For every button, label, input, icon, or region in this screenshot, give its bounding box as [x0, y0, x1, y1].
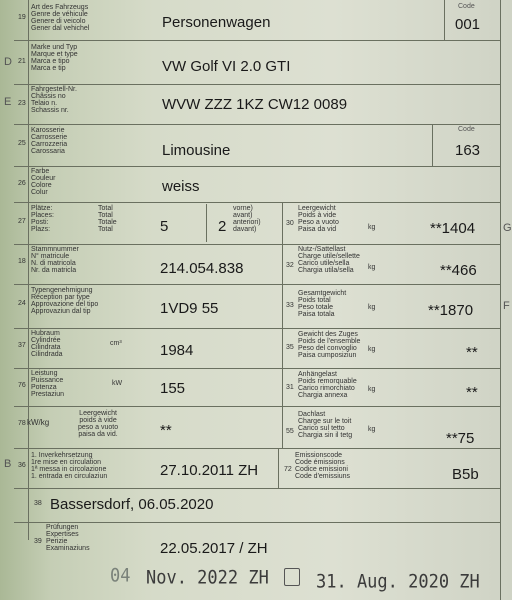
total-weight-value: **1870: [428, 302, 474, 319]
unit-kg: kg: [368, 426, 376, 433]
unit-kg: kg: [368, 224, 376, 231]
inspection-stamp-left: Nov. 2022 ZH: [146, 567, 269, 589]
field-label: 1. Inverkehrsetzung 1re mise en circulation 1ª messa in circolazione 1. entrada en circulaziun: [31, 452, 108, 480]
unit-kg: kg: [368, 304, 376, 311]
train-weight-value: **: [466, 344, 478, 361]
field-label: Nutz-/Sattellast Charge utile/sellette Carico utile/sella Chargia utila/sella: [298, 246, 360, 274]
field-number: 33: [286, 302, 294, 309]
field-number: 18: [18, 258, 26, 265]
inspection-stamp-right: 31. Aug. 2020 ZH: [316, 571, 480, 593]
edge-letter-b: B: [4, 458, 12, 470]
field-number: 32: [286, 262, 294, 269]
unit-kg: kg: [368, 264, 376, 271]
field-label: Gesamtgewicht Poids total Peso totale Paisa totala: [298, 290, 347, 318]
field-number: 35: [286, 344, 294, 351]
total-label: Total Total Totale Total: [98, 205, 117, 233]
faded-stamp-day: 04: [110, 565, 131, 587]
field-label: Art des Fahrzeugs Genre de véhicule Genere di veicolo Gener dal vehichel: [31, 4, 90, 32]
color-value: weiss: [162, 178, 200, 195]
code-label: Code: [458, 126, 475, 133]
field-number: 19: [18, 14, 26, 21]
field-label: Farbe Couleur Colore Colur: [31, 168, 56, 196]
field-number: 36: [18, 462, 26, 469]
unit-kg: kg: [368, 346, 376, 353]
field-label: Anhängelast Poids remorquable Carico rimorchiato Chargia annexa: [298, 371, 357, 399]
row-37: [14, 328, 500, 369]
field-number: 21: [18, 58, 26, 65]
chassis-number-value: WVW ZZZ 1KZ CW12 0089: [162, 96, 348, 113]
field-number: 76: [18, 382, 26, 389]
half-divider: [278, 448, 279, 488]
row-26: [14, 166, 500, 203]
seats-divider: [206, 204, 207, 242]
roof-load-value: **75: [446, 430, 475, 447]
field-label: Leistung Puissance Potenza Prestaziun: [31, 370, 65, 398]
body-type-code: 163: [455, 142, 481, 159]
field-number: 26: [18, 180, 26, 187]
field-number: 39: [34, 538, 42, 545]
row-76: [14, 368, 500, 407]
edge-letter-d: D: [4, 56, 12, 68]
vehicle-type-value: Personenwagen: [162, 14, 271, 31]
power-value: 155: [160, 380, 186, 397]
right-border: [500, 0, 501, 600]
empty-weight-value: **1404: [430, 220, 476, 237]
field-number: 24: [18, 300, 26, 307]
field-label: Gewicht des Zuges Poids de l'ensemble Peso del convoglio Paisa cumposiziun: [298, 331, 361, 359]
inspection-value: 22.05.2017 / ZH: [160, 540, 268, 557]
first-registration-value: 27.10.2011 ZH: [160, 462, 259, 479]
unit-kw-kg: kW/kg: [27, 418, 50, 427]
field-number: 31: [286, 384, 294, 391]
type-approval-value: 1VD9 55: [160, 300, 219, 317]
displacement-value: 1984: [160, 342, 194, 359]
field-number: 25: [18, 140, 26, 147]
code-divider: [444, 0, 445, 40]
unit-kw: kW: [112, 380, 123, 387]
edge-letter-f: F: [503, 300, 510, 312]
field-number: 30: [286, 220, 294, 227]
code-label: Code: [458, 3, 475, 10]
field-number: 72: [284, 466, 292, 473]
field-label: Dachlast Charge sur le toit Carico sul tetto Chargia sin il tetg: [298, 411, 353, 439]
field-label: Stammnummer N° matricule N. di matricola Nr. da matricla: [31, 246, 79, 274]
unit-cm3: cm³: [110, 340, 122, 347]
field-label: Emissionscode Code émissions Codice emissioni Code d'emissiuns: [295, 452, 351, 480]
field-label: Marke und Typ Marque et type Marca e tipo Marca e tip: [31, 44, 78, 72]
field-number: 55: [286, 428, 294, 435]
stamp-emblem-icon: [284, 568, 300, 586]
field-number: 23: [18, 100, 26, 107]
field-number: 37: [18, 342, 26, 349]
code-divider: [432, 124, 433, 166]
issue-place-date-value: Bassersdorf, 06.05.2020: [50, 496, 214, 513]
field-label: Karosserie Carrosserie Carrozzeria Carossaria: [31, 127, 68, 155]
field-label: Hubraum Cylindrée Cilindrata Cilindrada: [31, 330, 63, 358]
front-label: vorne) avant) anteriori) davant): [233, 205, 261, 233]
row-25: [14, 124, 500, 167]
power-weight-value: **: [160, 422, 172, 439]
make-model-value: VW Golf VI 2.0 GTI: [162, 58, 291, 75]
edge-letter-e: E: [4, 96, 12, 108]
payload-value: **466: [440, 262, 477, 279]
field-number: 38: [34, 500, 42, 507]
field-label: Leergewicht Poids à vide Peso a vuoto Paisa da vid: [298, 205, 339, 233]
row-18: [14, 244, 500, 285]
seats-total-value: 5: [160, 218, 169, 235]
unit-kg: kg: [368, 386, 376, 393]
field-label: Fahrgestell-Nr. Châssis no Telaio n. Schassis nr.: [31, 86, 77, 114]
seats-front-value: 2: [218, 218, 227, 235]
field-number: 27: [18, 218, 26, 225]
field-label: Prüfungen Expertises Perizie Examinaziuns: [46, 524, 90, 552]
emission-code-value: B5b: [452, 466, 479, 483]
body-type-value: Limousine: [162, 142, 231, 159]
edge-letter-g: G: [503, 222, 512, 234]
field-label: Typengenehmigung Réception par type Approvazione del tipo Approvaziun dal tip: [31, 287, 99, 315]
field-number: 78: [18, 420, 26, 427]
vehicle-type-code: 001: [455, 16, 481, 33]
towing-capacity-value: **: [466, 384, 478, 401]
field-label: Plätze: Places: Posti: Plazs:: [31, 205, 54, 233]
field-label: Leergewicht poids à vide peso a vuoto paisa da vid.: [78, 410, 119, 438]
master-number-value: 214.054.838: [160, 260, 244, 277]
